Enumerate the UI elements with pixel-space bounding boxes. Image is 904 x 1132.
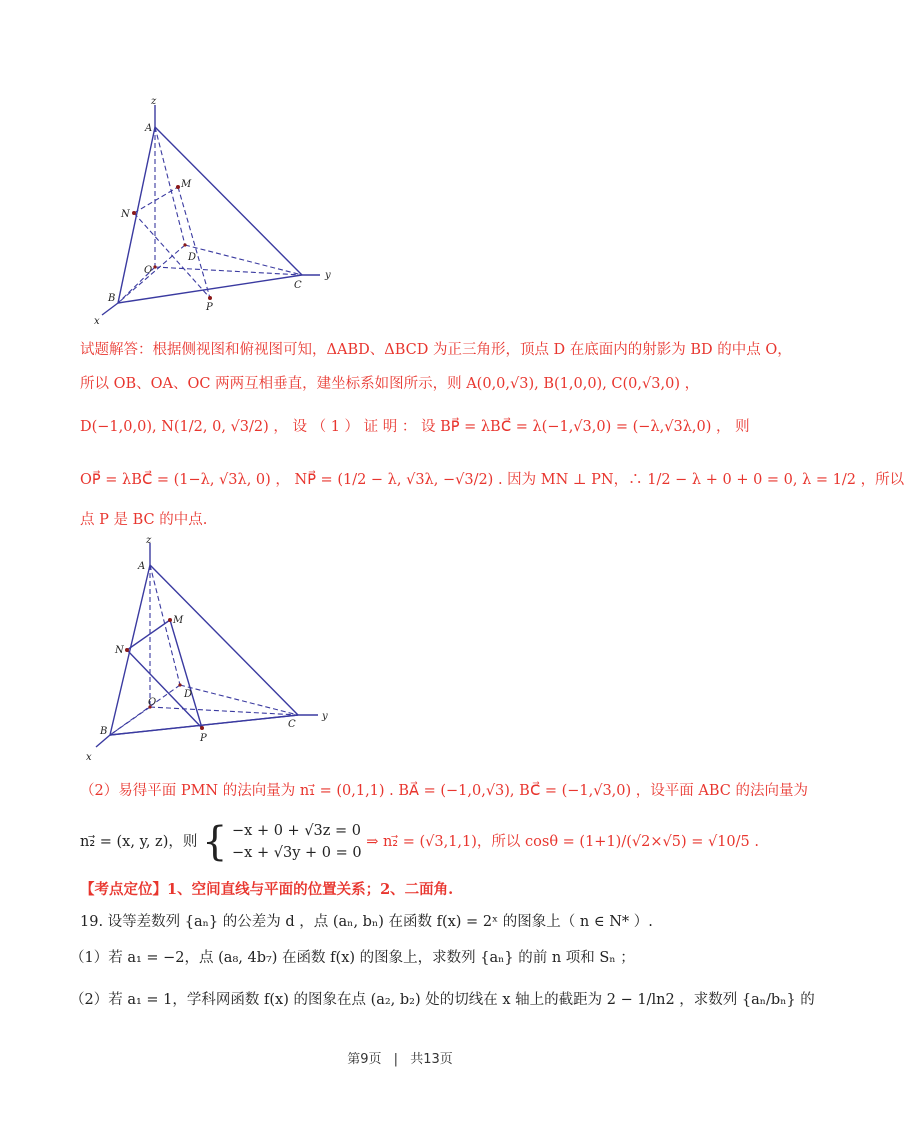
label-B: B [100, 726, 108, 737]
label-O: O [144, 265, 153, 276]
equation-system [232, 820, 362, 864]
solution-line-3: D(−1,0,0), N(1/2, 0, √3/2) ， 设 （ 1 ） 证 明 ： 设 BP⃗ = λBC⃗ = λ(−1,√3,0) = (−λ,√3λ,0) ， 则 [80, 419, 750, 435]
label-C: C [288, 719, 296, 730]
label-A: A [145, 123, 153, 134]
label-x: x [86, 752, 92, 763]
solution-line-5: 点 P 是 BC 的中点. [80, 512, 208, 528]
label-M: M [181, 179, 192, 190]
page-total: 共13页 [410, 1052, 453, 1067]
equation-2: −x + √3y + 0 = 0 [232, 845, 362, 861]
label-A: A [138, 561, 146, 572]
page-footer [0, 1048, 800, 1067]
label-C: C [294, 280, 302, 291]
tetrahedron-figure-1 [80, 95, 350, 330]
equation-1: −x + 0 + √3z = 0 [232, 823, 362, 839]
solution-line-1: 试题解答：根据侧视图和俯视图可知，ΔABD、ΔBCD 为正三角形，顶点 D 在底面内的射影为 BD 的中点 O， [80, 342, 792, 358]
label-M: M [173, 615, 184, 626]
label-D: D [188, 252, 197, 263]
page-number: 第9页 [347, 1052, 382, 1067]
kaodian-line: 【考点定位】1、空间直线与平面的位置关系；2、二面角. [80, 881, 454, 898]
label-P: P [200, 733, 207, 744]
label-D: D [184, 689, 193, 700]
solution-line-2: 所以 OB、OA、OC 两两互相垂直，建坐标系如图所示，则 A(0,0,√3), B(1,0,0), C(0,√3,0) ， [80, 376, 700, 392]
label-N: N [121, 209, 130, 220]
part2-result: ⇒ n₂⃗ = (√3,1,1)，所以 cosθ = (1+1)/(√2×√5) = √10/5 . [366, 834, 759, 850]
problem19-stem: 19. 设等差数列 {aₙ} 的公差为 d ，点 (aₙ, bₙ) 在函数 f(x) = 2ˣ 的图象上（ n ∈ N* ）. [80, 914, 653, 930]
part2-system [80, 820, 760, 870]
footer-separator: | [393, 1052, 399, 1067]
solution-line-4: OP⃗ = λBC⃗ = (1−λ, √3λ, 0) ， NP⃗ = (1/2 − λ, √3λ, −√3/2) . 因为 MN ⊥ PN，∴ 1/2 − λ + 0 + 0 = 0, λ = 1/2 ，所以 [80, 472, 904, 488]
problem19-q1: （1）若 a₁ = −2，点 (a₈, 4b₇) 在函数 f(x) 的图象上，求数列 {aₙ} 的前 n 项和 Sₙ ； [70, 950, 635, 966]
n2-definition: n₂⃗ = (x, y, z)，则 [80, 834, 198, 850]
label-y: y [322, 711, 328, 722]
problem19-q2: （2）若 a₁ = 1，学科网函数 f(x) 的图象在点 (a₂, b₂) 处的切线在 x 轴上的截距为 2 − 1/ln2 ，求数列 {aₙ/bₙ} 的 [70, 992, 815, 1008]
label-z: z [146, 535, 152, 546]
label-B: B [108, 293, 116, 304]
label-z: z [151, 96, 157, 107]
label-x: x [94, 316, 100, 327]
part2-line-1: （2）易得平面 PMN 的法向量为 n₁⃗ = (0,1,1) . BA⃗ = (−1,0,√3), BC⃗ = (−1,√3,0) ，设平面 ABC 的法向量为 [80, 783, 808, 799]
system-brace: { [201, 819, 228, 865]
label-y: y [325, 270, 331, 281]
label-P: P [206, 302, 213, 313]
label-O: O [148, 697, 157, 708]
label-N: N [115, 645, 124, 656]
tetrahedron-figure-2 [80, 535, 350, 770]
